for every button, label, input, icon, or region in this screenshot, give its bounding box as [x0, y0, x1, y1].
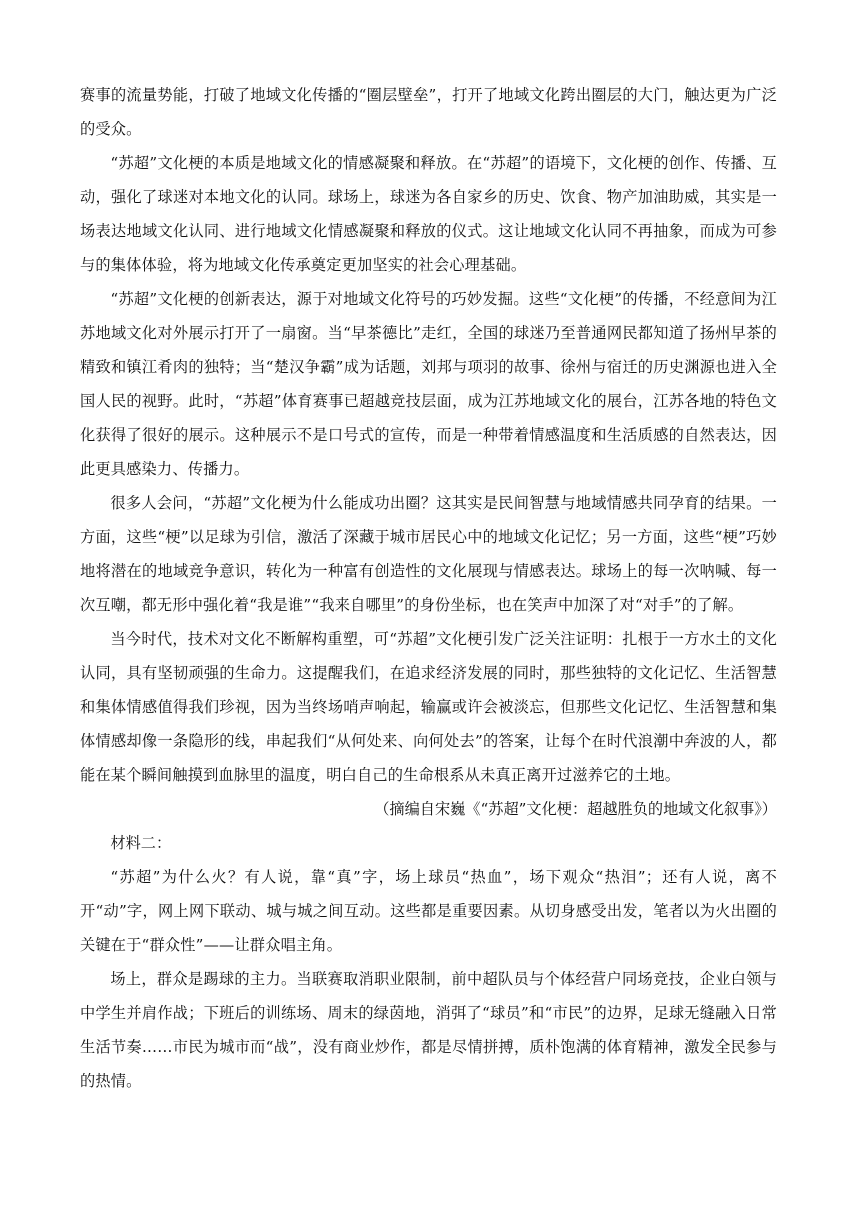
- paragraph-continuation: 赛事的流量势能，打破了地域文化传播的“圈层壁垒”，打开了地域文化跨出圈层的大门，触达更为广泛的受众。: [80, 86, 777, 138]
- paragraph: “苏超”文化梗的本质是地域文化的情感凝聚和释放。在“苏超”的语境下，文化梗的创作、传播、互动，强化了球迷对本地文化的认同。球场上，球迷为各自家乡的历史、饮食、物产加油助威，其实是一场表达地域文化认同、进行地域文化情感凝聚和释放的仪式。这让地域文化认同不再抽象，而成为可参与的集体体验，将为地域文化传承奠定更加坚实的社会心理基础。: [80, 154, 777, 274]
- source-citation: （摘编自宋巍《“苏超”文化梗：超越胜负的地域文化叙事》）: [374, 800, 777, 818]
- paragraph: 很多人会问，“苏超”文化梗为什么能成功出圈？这其实是民间智慧与地域情感共同孕育的结果。一方面，这些“梗”以足球为引信，激活了深藏于城市居民心中的地域文化记忆；另一方面，这些“梗”巧妙地将潜在的地域竞争意识，转化为一种富有创造性的文化展现与情感表达。球场上的每一次呐喊、每一次互嘲，都无形中强化着“我是谁”“我来自哪里”的身份坐标，也在笑声中加深了对“对手”的了解。: [80, 494, 777, 614]
- material-two-heading: 材料二：: [110, 834, 172, 852]
- document-page: [80, 78, 777, 1098]
- paragraph: 当今时代，技术对文化不断解构重塑，可“苏超”文化梗引发广泛关注证明：扎根于一方水土的文化认同，具有坚韧顽强的生命力。这提醒我们，在追求经济发展的同时，那些独特的文化记忆、生活智慧和集体情感值得我们珍视，因为当终场哨声响起，输赢或许会被淡忘，但那些文化记忆、生活智慧和集体情感却像一条隐形的线，串起我们“从何处来、向何处去”的答案，让每个在时代浪潮中奔波的人，都能在某个瞬间触摸到血脉里的温度，明白自己的生命根系从未真正离开过滋养它的土地。: [80, 630, 777, 784]
- paragraph: “苏超”为什么火？有人说，靠“真”字，场上球员“热血”，场下观众“热泪”；还有人说，离不开“动”字，网上网下联动、城与城之间互动。这些都是重要因素。从切身感受出发，笔者以为火出圈的关键在于“群众性”——让群众唱主角。: [80, 868, 777, 954]
- paragraph: 场上，群众是踢球的主力。当联赛取消职业限制，前中超队员与个体经营户同场竞技，企业白领与中学生并肩作战；下班后的训练场、周末的绿茵地，消弭了“球员”和“市民”的边界，足球无缝融入日常生活节奏……市民为城市而“战”，没有商业炒作，都是尽情拼搏，质朴饱满的体育精神，激发全民参与的热情。: [80, 970, 777, 1090]
- paragraph: “苏超”文化梗的创新表达，源于对地域文化符号的巧妙发掘。这些“文化梗”的传播，不经意间为江苏地域文化对外展示打开了一扇窗。当“早茶德比”走红，全国的球迷乃至普通网民都知道了扬州早茶的精致和镇江肴肉的独特；当“楚汉争霸”成为话题，刘邦与项羽的故事、徐州与宿迁的历史渊源也进入全国人民的视野。此时，“苏超”体育赛事已超越竞技层面，成为江苏地域文化的展台，江苏各地的特色文化获得了很好的展示。这种展示不是口号式的宣传，而是一种带着情感温度和生活质感的自然表达，因此更具感染力、传播力。: [80, 290, 777, 478]
